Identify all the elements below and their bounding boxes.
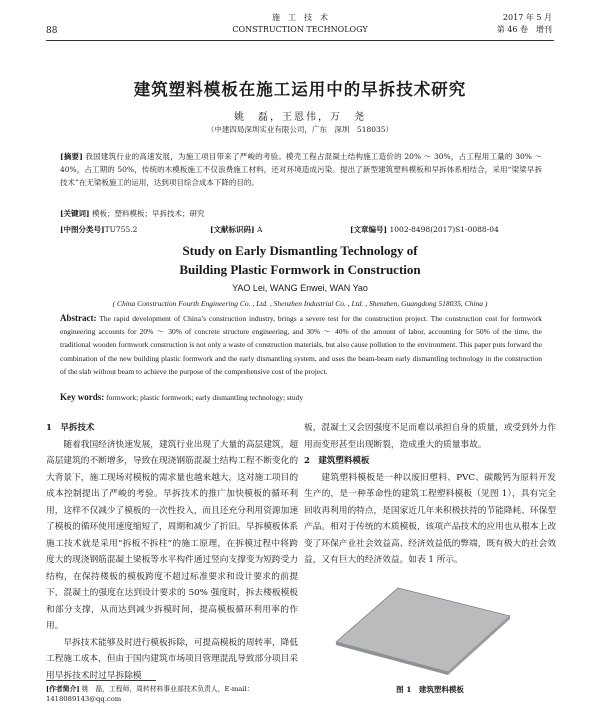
issue-info — [497, 12, 552, 36]
section-1-paragraph-1: 随着我国经济快速发展，建筑行业出现了大量的高层建筑，超高层建筑的不断增多，导致在现浇钢筋混凝土结构工程不断变化的大背景下，施工现场对模板的需求量也越来越大，这对施工项目的成本控制提出了严峻的考验。早拆技术的推广加快模板的循环利用，这样不仅减少了模板的一次性投入，而且还充分利用资源加速了模板的循环使用速度缩短了，周期和减少了折旧。早拆模板体系施工技术就是采用“拆板不拆柱”的施工原理，在拆模过程中将跨度大的现浇钢筋混凝土梁板等水平构件通过竖向支撑变为短跨受力结构，在保持楼板的模板跨度不超过标准要求和设计要求的前提下，混凝土的强度在达到设计要求的 50% 强度时，拆去楼板模板和部分支撑，从而达到减少拆模时间，提高模板循环利用率的作用。 — [46, 439, 298, 631]
keywords-en-text: formwork; plastic formwork; early dismantling technology; study — [106, 393, 304, 402]
figure-1-caption: 图 1 建筑塑料模板 — [396, 685, 464, 694]
title-en-line-1: Study on Early Dismantling Technology of — [182, 243, 418, 258]
section-1-heading: 1 早拆技术 — [46, 423, 95, 433]
keywords-cn — [60, 208, 542, 219]
article-number: [文章编号] 1002-8498(2017)S1-0088-04 — [350, 225, 499, 234]
footnote-label: [作者简介] — [46, 685, 80, 693]
abstract-en — [60, 312, 542, 378]
article-title-en — [0, 241, 600, 279]
abstract-en-text: The rapid development of China’s construction industry, brings a severe test for the construction project. The construction cost for formwork engineering accounts for 20% ～ 30% of concrete structure engineering, and 30% ～ 40% of the amount of labor, accounting for 50% of the time, the traditional wooden formwork construction is not only a waste of construction materials, but also cause pollution to the environment. This paper puts forward the combination of the new building plastic formwork and the early dismantling system, and uses the beam-beam early dismantling technology in the construction of the slab without beam to achieve the purpose of the comprehensive cost of the project. — [60, 314, 542, 376]
keywords-en — [60, 392, 542, 402]
authors-en: YAO Lei, WANG Enwei, WAN Yao — [232, 283, 368, 293]
section-1-continuation: 板，混凝土又会因强度不足而难以承担自身的质量，或受到外力作用而变形甚至出现断裂，造成重大的质量事故。 — [304, 423, 556, 450]
author-footnote — [46, 684, 298, 704]
section-2-paragraph-1: 建筑塑料模板是一种以废旧塑料、PVC、碳酸钙为原料开发生产的，是一种革命性的建筑工程塑料模板（见图 1），具有完全回收再利用的特点，是国家近几年来积极扶持的节能降耗、环保型产品。相对于传统的木质模板，该项产品技术的应用也从根本上改变了环保产业社会效益高、经济效益低的弊端，既有极大的社会效益，又有巨大的经济效益。如表 1 所示。 — [304, 472, 556, 565]
journal-name-en: CONSTRUCTION TECHNOLOGY — [232, 25, 368, 34]
article-title-cn: 建筑塑料模板在施工运用中的早拆技术研究 — [133, 80, 467, 99]
keywords-en-label: Key words: — [60, 392, 105, 402]
authors-cn: 姚 磊，王恩伟，万 尧 — [234, 112, 366, 123]
figure-plastic-formwork — [328, 576, 518, 680]
footnote-text: 姚 磊，工程师，周转材料事业部技术负责人，E-mail：1418089143@qq.com — [46, 685, 254, 703]
keywords-cn-text: 模板；塑料模板；早拆技术；研究 — [92, 209, 205, 218]
abstract-cn — [60, 150, 542, 189]
title-en-line-2: Building Plastic Formwork in Construction — [179, 262, 421, 277]
body-column-left — [46, 420, 298, 684]
formwork-panel-shape — [336, 588, 510, 672]
doc-code: [文献标识码] A — [210, 225, 263, 234]
section-2-heading: 2 建筑塑料模板 — [304, 456, 370, 466]
body-column-right — [304, 420, 556, 569]
affiliation-cn: （中建四局深圳实业有限公司，广东 深圳 518035） — [206, 125, 394, 134]
abstract-en-label: Abstract: — [60, 313, 97, 323]
header-divider — [46, 40, 554, 41]
page-number: 88 — [46, 26, 58, 36]
issue-date: 2017 年 5 月 — [502, 13, 552, 22]
affiliation-en: ( China Construction Fourth Engineering Co. , Ltd. , Shenzhen Industrial Co. , Ltd. , Shenzhen, Guangdong 518035, China ) — [112, 299, 488, 308]
section-1-paragraph-2: 早拆技术能够及时进行模板拆除，可提高模板的周转率，降低工程施工成本，但由于国内建筑市场项目管理混乱导致部分项目采用早拆技术时过早拆除模 — [46, 637, 298, 681]
journal-name-cn: 施 工 技 术 — [272, 13, 328, 22]
clc-code: [中图分类号]TU755.2 — [60, 225, 138, 234]
abstract-cn-text: 我国建筑行业的高速发展，为施工项目带来了严峻的考验。模壳工程占混凝土结构施工造价的 20% ～ 30%，占工程用工量的 30% ～ 40%，占工期的 50%，传统的木模板施工不仅浪费施工材料，还对环境造成污染。提出了新型建筑塑料模板和早拆体系相结合，采用“梁梁早拆技术”在无梁板施工的运用，达到项目综合成本下降的目的。 — [60, 152, 542, 187]
issue-volume: 第 46 卷 增刊 — [496, 25, 552, 34]
abstract-cn-label: [摘要] — [60, 152, 83, 161]
footnote-divider — [46, 680, 156, 681]
keywords-cn-label: [关键词] — [60, 209, 90, 218]
